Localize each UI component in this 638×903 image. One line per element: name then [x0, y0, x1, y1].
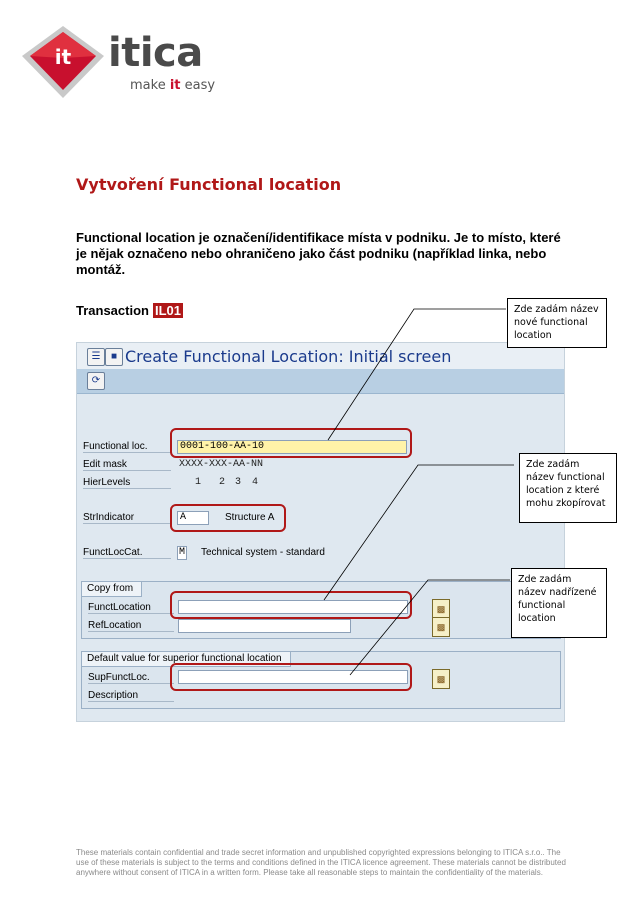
hier-level-3: 3 — [235, 477, 242, 488]
functional-loc-input[interactable]: 0001-100-AA-10 — [177, 440, 407, 454]
str-indicator-desc: Structure A — [225, 512, 275, 523]
sup-funct-loc-label: SupFunctLoc. — [88, 672, 174, 684]
sap-save-icon[interactable]: ■ — [105, 348, 123, 366]
callout-superior-location: Zde zadám název nadřízené functional location — [511, 568, 607, 638]
funct-loc-cat-desc: Technical system - standard — [201, 547, 325, 558]
callout-line-1 — [328, 309, 506, 440]
callout-new-location: Zde zadám název nové functional location — [507, 298, 607, 348]
hier-levels-label: HierLevels — [83, 477, 171, 489]
hierarchy-icon[interactable]: ▩ — [432, 669, 450, 689]
confidentiality-footer: These materials contain confidential and trade secret information and unpublished copyrighted expressions belonging to ITICA s.r.o.. The use of these materials is subject to the terms and conditions defined in the ITICA licence agreement. These materials cannot be distributed anywhere without consent of ITICA in a written form. Please take all reasonable steps to maintain the confidentiality of the materials. — [76, 848, 566, 877]
svg-text:it: it — [54, 45, 72, 69]
str-indicator-label: StrIndicator — [83, 512, 171, 524]
page-title: Vytvoření Functional location — [76, 175, 342, 194]
hier-level-2: 2 — [219, 477, 226, 488]
edit-mask-value: XXXX-XXX-AA-NN — [179, 459, 264, 470]
transaction-line: Transaction IL01 — [76, 303, 181, 318]
functional-loc-label: Functional loc. — [83, 441, 171, 453]
hier-level-4: 4 — [252, 477, 259, 488]
logo-wordmark: itica — [108, 30, 203, 76]
edit-mask-label: Edit mask — [83, 459, 171, 471]
sap-menu-icon[interactable]: ☰ — [87, 348, 105, 366]
default-value-title: Default value for superior functional location — [82, 652, 291, 667]
refresh-icon[interactable]: ⟳ — [87, 372, 105, 390]
callout-copy-location: Zde zadám název functional location z které mohu zkopírovat — [519, 453, 617, 523]
copy-from-title: Copy from — [82, 582, 142, 597]
hierarchy-icon[interactable]: ▩ — [432, 617, 450, 637]
funct-loc-cat-label: FunctLocCat. — [83, 547, 171, 559]
funct-location-label: FunctLocation — [88, 602, 174, 614]
transaction-code: IL01 — [154, 303, 181, 318]
hierarchy-icon[interactable]: ▩ — [432, 599, 450, 619]
sap-screen-title: Create Functional Location: Initial screen — [125, 347, 452, 366]
description-label: Description — [88, 690, 174, 702]
logo-tagline: make it easy — [130, 78, 216, 93]
intro-paragraph: Functional location je označení/identifikace místa v podniku. Je to místo, které je nějak označeno nebo ohraničeno jako část podniku (například linka, nebo montáž. — [76, 230, 561, 277]
funct-loc-cat-input[interactable]: M — [179, 547, 186, 558]
ref-location-label: RefLocation — [88, 620, 174, 632]
str-indicator-input[interactable]: A — [177, 511, 209, 525]
callout-line-3 — [350, 580, 510, 675]
hier-level-1: 1 — [195, 477, 202, 488]
